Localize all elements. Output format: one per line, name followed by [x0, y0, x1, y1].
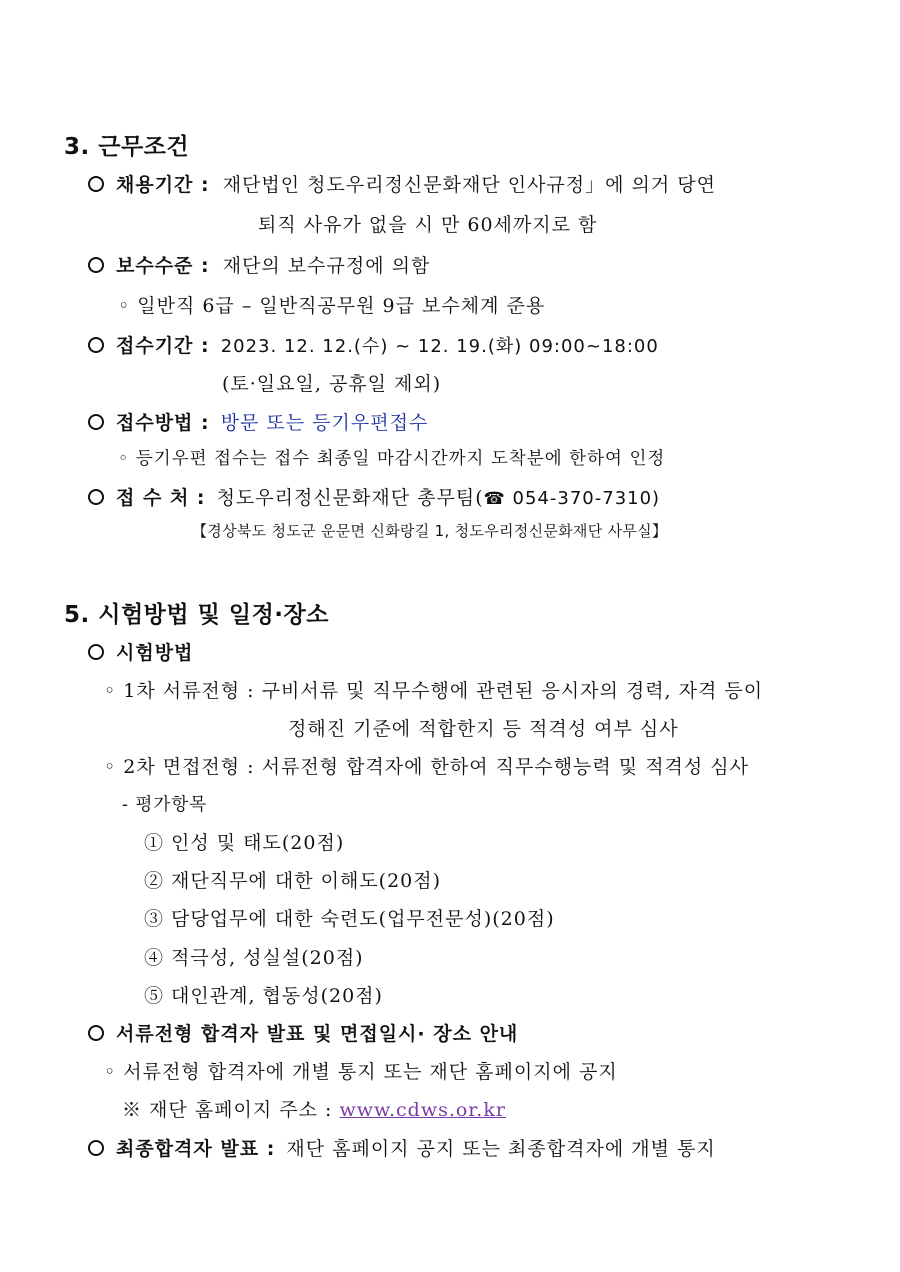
- eval-item-4: ④ 적극성, 성실설(20점): [144, 947, 364, 969]
- eval-item-1: ① 인성 및 태도(20점): [144, 832, 345, 854]
- receipt-place-text: 청도우리정신문화재단 총무팀(: [216, 487, 484, 509]
- section-3-title: 3. 근무조건: [64, 134, 190, 160]
- receipt-period-text: 2023. 12. 12.(수) ~ 12. 19.(화) 09:00~18:00: [220, 336, 659, 357]
- bullet-circle-icon: [88, 176, 104, 192]
- final-label: 최종합격자 발표 :: [116, 1138, 276, 1160]
- announce-row: [88, 1019, 518, 1046]
- recruitment-period-text: 재단법인 청도우리정신문화재단 인사규정」에 의거 당연: [222, 174, 716, 196]
- receipt-method-text: 방문 또는 등기우편접수: [220, 412, 429, 434]
- pay-row: [88, 251, 430, 278]
- exam-method-label: 시험방법: [116, 642, 194, 664]
- announce-label: 서류전형 합격자 발표 및 면접일시· 장소 안내: [116, 1023, 519, 1045]
- receipt-place-row: [88, 483, 660, 510]
- recruitment-period-label: 채용기간 :: [116, 174, 210, 196]
- bullet-circle-icon: [88, 1025, 104, 1041]
- phone-icon: ☎: [483, 489, 506, 509]
- pay-sub: ◦ 일반직 6급 – 일반직공무원 9급 보수체계 준용: [118, 295, 546, 317]
- stage1-text: ◦ 1차 서류전형 : 구비서류 및 직무수행에 관련된 응시자의 경력, 자격 등이: [104, 680, 764, 702]
- eval-item-2: ② 재단직무에 대한 이해도(20점): [144, 870, 442, 892]
- bullet-circle-icon: [88, 1140, 104, 1156]
- recruitment-period-row: [88, 170, 716, 197]
- eval-item-5: ⑤ 대인관계, 협동성(20점): [144, 985, 383, 1007]
- bullet-circle-icon: [88, 489, 104, 505]
- announce-sub: ◦ 서류전형 합격자에 개별 통지 또는 재단 홈페이지에 공지: [104, 1061, 618, 1083]
- stage2-text: ◦ 2차 면접전형 : 서류전형 합격자에 한하여 직무수행능력 및 적격성 심사: [104, 756, 750, 778]
- receipt-place-address: 【경상북도 청도군 운문면 신화랑길 1, 청도우리정신문화재단 사무실】: [192, 522, 668, 540]
- homepage-link[interactable]: www.cdws.or.kr: [339, 1099, 506, 1121]
- pay-text: 재단의 보수규정에 의함: [222, 255, 431, 277]
- bullet-circle-icon: [88, 337, 104, 353]
- receipt-method-row: [88, 408, 428, 435]
- receipt-place-phone: 054-370-7310): [505, 488, 661, 509]
- bullet-circle-icon: [88, 257, 104, 273]
- final-text: 재단 홈페이지 공지 또는 최종합격자에 개별 통지: [286, 1138, 716, 1160]
- receipt-period-row: [88, 331, 659, 358]
- receipt-period-label: 접수기간 :: [116, 335, 210, 357]
- homepage-note: [122, 1095, 506, 1122]
- pay-label: 보수수준 :: [116, 255, 210, 277]
- receipt-method-sub: ◦ 등기우편 접수는 접수 최종일 마감시간까지 도착분에 한하여 인정: [118, 449, 666, 469]
- receipt-place-label: 접 수 처 :: [116, 487, 206, 509]
- receipt-period-exclusion: (토·일요일, 공휴일 제외): [222, 373, 442, 395]
- stage1-text-cont: 정해진 기준에 적합한지 등 적격성 여부 심사: [288, 718, 679, 740]
- homepage-note-prefix: ※ 재단 홈페이지 주소 :: [122, 1099, 340, 1121]
- bullet-circle-icon: [88, 414, 104, 430]
- bullet-circle-icon: [88, 644, 104, 660]
- exam-method-row: [88, 638, 193, 665]
- recruitment-period-text-cont: 퇴직 사유가 없을 시 만 60세까지로 함: [258, 214, 598, 236]
- eval-title: - 평가항목: [122, 795, 208, 815]
- receipt-method-label: 접수방법 :: [116, 412, 210, 434]
- eval-item-3: ③ 담당업무에 대한 숙련도(업무전문성)(20점): [144, 908, 555, 930]
- final-row: [88, 1134, 716, 1161]
- section-5-title: 5. 시험방법 및 일정·장소: [64, 602, 329, 628]
